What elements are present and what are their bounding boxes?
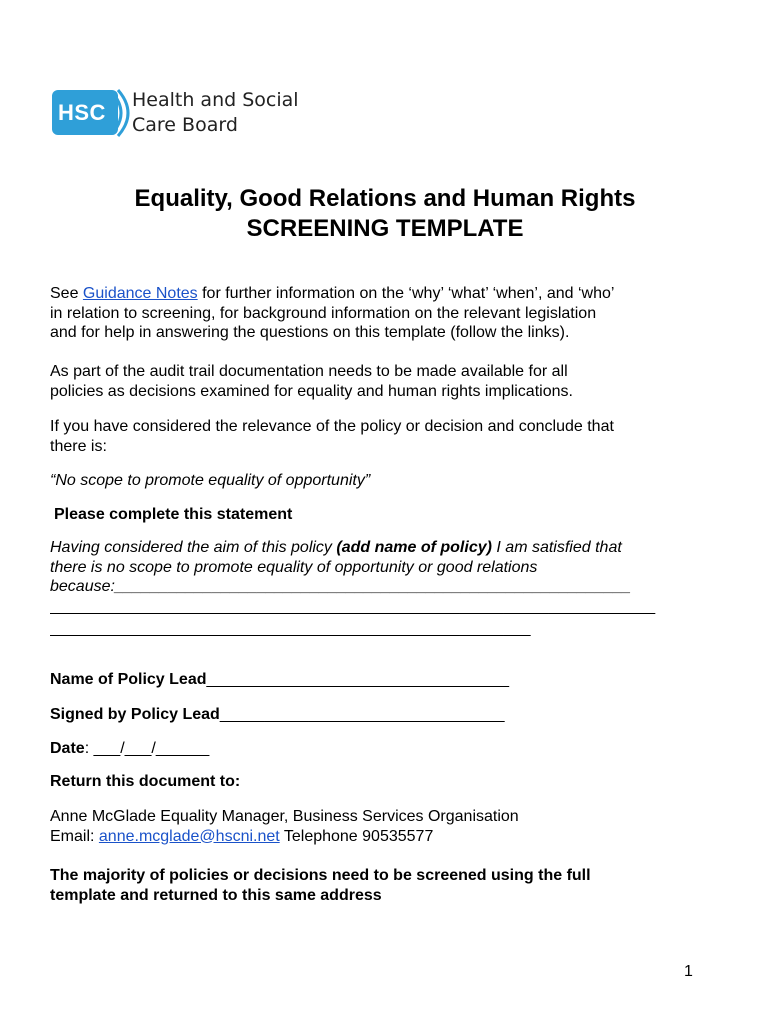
signed-label: Signed by Policy Lead: [50, 706, 220, 723]
guidance-notes-link[interactable]: Guidance Notes: [82, 285, 198, 302]
because-blank-line-1[interactable]: because:__________________________________________________________: [50, 578, 632, 595]
email-link[interactable]: anne.mcglade@hscni.net: [98, 827, 280, 845]
date-label: Date: [50, 740, 85, 757]
contact-line-1: Anne McGlade Equality Manager, Business Services Organisation: [50, 808, 519, 825]
document-subtitle: SCREENING TEMPLATE: [246, 215, 524, 242]
because-blank-line-2[interactable]: ____________________________________________________________________: [50, 598, 656, 615]
logo-line-2: Care Board: [132, 114, 238, 136]
intro-line-2: in relation to screening, for background information on the relevant legislation: [50, 304, 597, 322]
logo-wordmark: [132, 88, 299, 138]
no-scope-quote: “No scope to promote equality of opportunity”: [50, 472, 371, 489]
statement-part-1: Having considered the aim of this policy: [50, 539, 337, 556]
majority-line-2: template and returned to this same address: [50, 886, 382, 904]
page-number: 1: [684, 963, 693, 980]
statement-paragraph: [50, 538, 720, 597]
signed-blank[interactable]: ________________________________: [219, 706, 505, 723]
majority-line-1: The majority of policies or decisions need to be screened using the full: [50, 867, 591, 884]
email-label: Email:: [50, 827, 99, 845]
date-blank[interactable]: : ___/___/______: [84, 740, 210, 757]
intro-line-1-rest: for further information on the ‘why’ ‘what’ ‘when’, and ‘who’: [197, 285, 615, 302]
intro-line-3: and for help in answering the questions on this template (follow the links).: [50, 324, 570, 341]
intro-see-text: See: [50, 285, 83, 302]
statement-part-2: I am satisfied that: [491, 539, 622, 556]
considered-line-1: If you have considered the relevance of the policy or decision and conclude that: [50, 418, 614, 435]
because-blank-line-3[interactable]: ______________________________________________________: [50, 620, 531, 637]
telephone-text: Telephone 90535577: [279, 827, 434, 845]
considered-paragraph: [50, 417, 710, 456]
intro-paragraph: [50, 284, 710, 343]
return-heading: Return this document to:: [50, 773, 241, 790]
audit-line-1: As part of the audit trail documentation needs to be made available for all: [50, 363, 568, 380]
logo-line-1: Health and Social: [132, 89, 299, 111]
policy-lead-blank[interactable]: __________________________________: [206, 671, 510, 688]
policy-lead-field[interactable]: [50, 670, 710, 690]
audit-line-2: policies as decisions examined for equality and human rights implications.: [50, 382, 573, 400]
statement-line-2: there is no scope to promote equality of opportunity or good relations: [50, 558, 538, 576]
considered-line-2: there is:: [50, 437, 107, 455]
statement-policy-placeholder: (add name of policy): [336, 539, 492, 556]
policy-lead-label: Name of Policy Lead: [50, 671, 207, 688]
signed-field[interactable]: [50, 705, 710, 725]
document-title: Equality, Good Relations and Human Rights: [134, 185, 636, 212]
hsc-logo: [52, 88, 322, 140]
audit-paragraph: [50, 362, 710, 401]
contact-paragraph: [50, 807, 710, 846]
majority-note: [50, 866, 710, 905]
date-field[interactable]: [50, 739, 710, 759]
hsc-logo-mark: HSC: [52, 90, 118, 135]
complete-statement-heading: Please complete this statement: [54, 506, 293, 523]
